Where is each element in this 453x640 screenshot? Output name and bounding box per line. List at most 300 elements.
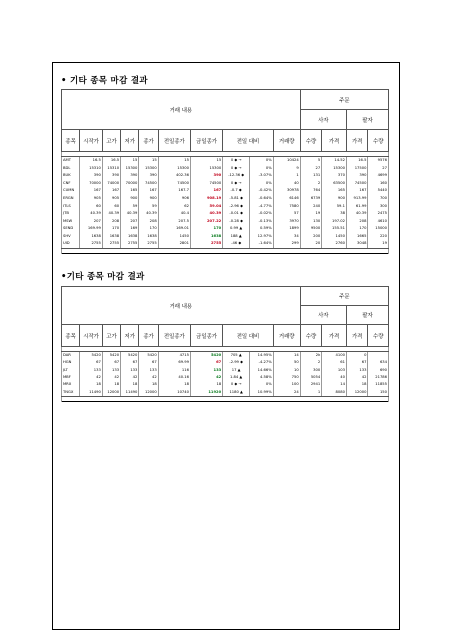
cell-sell-price: 61.99 — [346, 203, 368, 211]
cell-buy-price: 155.51 — [322, 225, 347, 233]
col-high: 고가 — [102, 130, 120, 152]
col-open: 시작가 — [80, 325, 103, 347]
cell-open: 905 — [80, 195, 103, 203]
cell-sell-qty — [368, 352, 389, 360]
table-row — [62, 389, 389, 397]
closing-results-table-1 — [61, 89, 389, 254]
cell-prev-close: 62 — [158, 203, 190, 211]
cell-change-pct: -0.42% — [250, 187, 274, 195]
cell-low: 900 — [121, 195, 139, 203]
cell-change: 0 ◆ → — [223, 382, 250, 389]
cell-prev-close: 906 — [158, 195, 190, 203]
cell-change-pct: 0% — [250, 382, 274, 389]
cell-sell-qty: 220 — [368, 233, 389, 241]
cell-volume: 750 — [273, 374, 300, 381]
cell-buy-qty: 2 — [300, 180, 322, 188]
cell-low: 133 — [121, 367, 139, 374]
cell-change: -46 ◆ — [223, 241, 250, 249]
cell-high: 12000 — [102, 389, 120, 397]
order-header: 주문 — [300, 287, 388, 306]
trade-header: 거래 내용 — [62, 287, 301, 325]
cell-change: -5.81 ◆ — [223, 195, 250, 203]
cell-open: 2755 — [80, 241, 103, 249]
cell-sell-price: 16.5 — [346, 157, 368, 165]
cell-sell-price: 390 — [346, 172, 368, 180]
cell-buy-price: 8080 — [322, 389, 347, 397]
cell-close: 15 — [139, 157, 158, 165]
cell-change-pct: 0.59% — [250, 225, 274, 233]
cell-low: 207 — [121, 218, 139, 226]
cell-prev-close: 4715 — [158, 352, 190, 360]
table-row — [62, 359, 389, 366]
cell-volume: 9 — [273, 165, 300, 173]
col-high: 고가 — [102, 325, 120, 347]
cell-today-close: 67 — [190, 359, 222, 366]
cell-high: 208 — [102, 218, 120, 226]
cell-symbol: JLT — [62, 367, 80, 374]
cell-today-close: 40.39 — [190, 210, 222, 218]
cell-open: 133 — [80, 367, 103, 374]
cell-change: 188 ▲ — [223, 233, 250, 241]
table-row — [62, 180, 389, 188]
col-buy-price: 가격 — [322, 130, 347, 152]
col-symbol: 종목 — [62, 325, 80, 347]
cell-sell-qty: 700 — [368, 195, 389, 203]
cell-buy-qty: 27 — [300, 165, 322, 173]
cell-buy-price: 63500 — [322, 180, 347, 188]
cell-sell-qty: 4610 — [368, 218, 389, 226]
cell-high: 60 — [102, 203, 120, 211]
cell-change-pct: 4.58% — [250, 374, 274, 381]
cell-low: 18 — [121, 382, 139, 389]
cell-close: 74500 — [139, 180, 158, 188]
cell-today-close: 390 — [190, 172, 222, 180]
col-prev-close: 전일종가 — [158, 325, 190, 347]
cell-open: 390 — [80, 172, 103, 180]
cell-buy-price: 900 — [322, 195, 347, 203]
cell-prev-close: 69.99 — [158, 359, 190, 366]
cell-close: 208 — [139, 218, 158, 226]
cell-open: 1638 — [80, 233, 103, 241]
col-change: 전일 대비 — [223, 130, 274, 152]
cell-open: 5420 — [80, 352, 103, 360]
cell-change: 0 ◆ → — [223, 157, 250, 165]
cell-sell-qty: 160 — [368, 180, 389, 188]
cell-buy-price: 61 — [322, 359, 347, 366]
col-buy-qty: 수량 — [300, 325, 322, 347]
col-sell-price: 가격 — [346, 130, 368, 152]
cell-buy-qty: 2k — [300, 352, 322, 360]
cell-buy-price: 2760 — [322, 241, 347, 249]
col-sell-price: 가격 — [346, 325, 368, 347]
cell-buy-qty: 20 — [300, 241, 322, 249]
cell-high: 40.39 — [102, 210, 120, 218]
cell-sell-price: 17500 — [346, 165, 368, 173]
cell-sell-qty: 150 — [368, 389, 389, 397]
table-row — [62, 187, 389, 195]
col-today-close: 금일종가 — [190, 130, 222, 152]
cell-symbol: CUMN — [62, 187, 80, 195]
trade-header: 거래 내용 — [62, 90, 301, 130]
table-row — [62, 210, 389, 218]
cell-open: 15310 — [80, 165, 103, 173]
cell-close: 67 — [139, 359, 158, 366]
cell-change-pct: 0% — [250, 157, 274, 165]
buy-header: 사자 — [300, 110, 346, 130]
cell-prev-close: 40.16 — [158, 374, 190, 381]
cell-buy-qty: 5054 — [300, 374, 322, 381]
cell-sell-price: 67 — [346, 359, 368, 366]
cell-symbol: AMT — [62, 157, 80, 165]
cell-volume: 34 — [273, 233, 300, 241]
col-low: 저가 — [121, 325, 139, 347]
cell-change: 17 ▲ — [223, 367, 250, 374]
cell-high: 167 — [102, 187, 120, 195]
cell-prev-close: 169.01 — [158, 225, 190, 233]
cell-change: 0 ◆ → — [223, 165, 250, 173]
cell-buy-qty: 200 — [300, 233, 322, 241]
table-row — [62, 157, 389, 165]
cell-close: 133 — [139, 367, 158, 374]
cell-volume: 100 — [273, 382, 300, 389]
cell-change-pct: 0% — [250, 165, 274, 173]
cell-sell-qty: 15000 — [368, 225, 389, 233]
cell-low: 70000 — [121, 180, 139, 188]
cell-prev-close: 207.5 — [158, 218, 190, 226]
cell-prev-close: 167.7 — [158, 187, 190, 195]
cell-buy-price: 1450 — [322, 233, 347, 241]
cell-prev-close: 402.36 — [158, 172, 190, 180]
cell-low: 390 — [121, 172, 139, 180]
cell-close: 2755 — [139, 241, 158, 249]
cell-prev-close: 10740 — [158, 389, 190, 397]
cell-today-close: 170 — [190, 225, 222, 233]
cell-change-pct: 14.95% — [250, 352, 274, 360]
cell-sell-qty: 27 — [368, 165, 389, 173]
cell-volume: 1899 — [273, 225, 300, 233]
cell-low: 67 — [121, 359, 139, 366]
col-close: 종가 — [139, 325, 158, 347]
cell-high: 1638 — [102, 233, 120, 241]
cell-close: 1638 — [139, 233, 158, 241]
cell-change: 705 ▲ — [223, 352, 250, 360]
cell-sell-price: 74500 — [346, 180, 368, 188]
cell-close: 900 — [139, 195, 158, 203]
cell-buy-qty: 5 — [300, 157, 322, 165]
cell-open: 11490 — [80, 389, 103, 397]
col-prev-close: 전일종가 — [158, 130, 190, 152]
cell-today-close: 15300 — [190, 165, 222, 173]
cell-low: 40.39 — [121, 210, 139, 218]
cell-buy-qty: 9500 — [300, 225, 322, 233]
cell-volume: 57 — [273, 210, 300, 218]
cell-change: 1.84 ▲ — [223, 374, 250, 381]
col-volume: 거래량 — [273, 130, 300, 152]
cell-high: 18 — [102, 382, 120, 389]
cell-symbol: TNGX — [62, 389, 80, 397]
col-buy-qty: 수량 — [300, 130, 322, 152]
buy-header: 사자 — [300, 306, 346, 325]
cell-close: 15300 — [139, 165, 158, 173]
cell-change: -12.36 ◆ — [223, 172, 250, 180]
cell-sell-price: 167 — [346, 187, 368, 195]
cell-sell-price: 3048 — [346, 241, 368, 249]
cell-high: 74000 — [102, 180, 120, 188]
cell-open: 42 — [80, 374, 103, 381]
cell-high: 15310 — [102, 165, 120, 173]
cell-high: 42 — [102, 374, 120, 381]
order-header: 주문 — [300, 90, 388, 110]
cell-buy-price: 15300 — [322, 165, 347, 173]
cell-buy-price: 38 — [322, 210, 347, 218]
cell-change: 1180 ▲ — [223, 389, 250, 397]
cell-prev-close: 18 — [158, 382, 190, 389]
cell-open: 167 — [80, 187, 103, 195]
cell-sell-qty: 11855 — [368, 382, 389, 389]
col-low: 저가 — [121, 130, 139, 152]
cell-close: 42 — [139, 374, 158, 381]
cell-change: -0.01 ◆ — [223, 210, 250, 218]
cell-buy-price: 14.52 — [322, 157, 347, 165]
cell-low: 42 — [121, 374, 139, 381]
table-row — [62, 172, 389, 180]
cell-volume: 7580 — [273, 203, 300, 211]
cell-today-close: 2755 — [190, 241, 222, 249]
cell-buy-qty: 300 — [300, 367, 322, 374]
cell-change-pct: -4.77% — [250, 203, 274, 211]
cell-change-pct: -0.02% — [250, 210, 274, 218]
cell-change-pct: 14.66% — [250, 367, 274, 374]
col-symbol: 종목 — [62, 130, 80, 152]
cell-close: 12000 — [139, 389, 158, 397]
cell-buy-price: 103 — [322, 367, 347, 374]
cell-open: 169.99 — [80, 225, 103, 233]
col-today-close: 금일종가 — [190, 325, 222, 347]
cell-today-close: 908.19 — [190, 195, 222, 203]
cell-symbol: JTB — [62, 210, 80, 218]
cell-sell-qty: 21786 — [368, 374, 389, 381]
cell-today-close: 5420 — [190, 352, 222, 360]
cell-prev-close: 74500 — [158, 180, 190, 188]
cell-change-pct: -3.07% — [250, 172, 274, 180]
cell-open: 207 — [80, 218, 103, 226]
cell-symbol: ITLS — [62, 203, 80, 211]
cell-today-close: 133 — [190, 367, 222, 374]
cell-symbol: SEND — [62, 225, 80, 233]
cell-volume: 50 — [273, 359, 300, 366]
col-open: 시작가 — [80, 130, 103, 152]
cell-change-pct: -0.64% — [250, 195, 274, 203]
cell-prev-close: 15 — [158, 157, 190, 165]
cell-change: 0 ◆ → — [223, 180, 250, 188]
cell-symbol: BDL — [62, 165, 80, 173]
cell-sell-price: 18 — [346, 382, 368, 389]
cell-prev-close: 2801 — [158, 241, 190, 249]
closing-results-table-2 — [61, 286, 389, 402]
cell-high: 67 — [102, 359, 120, 366]
table-row — [62, 225, 389, 233]
cell-buy-price: 165 — [322, 187, 347, 195]
cell-low: 15 — [121, 157, 139, 165]
cell-symbol: CNF — [62, 180, 80, 188]
cell-change-pct: 12.97% — [250, 233, 274, 241]
col-change: 전일 대비 — [223, 325, 274, 347]
cell-volume: 299 — [273, 241, 300, 249]
section-title-2: •기타 종목 마감 결과 — [61, 272, 145, 282]
cell-sell-price: 1665 — [346, 233, 368, 241]
cell-change-pct: -0.13% — [250, 218, 274, 226]
cell-buy-qty: 764 — [300, 187, 322, 195]
cell-volume: 3970 — [273, 218, 300, 226]
cell-symbol: ERGN — [62, 195, 80, 203]
table-row — [62, 374, 389, 381]
cell-symbol: HGN — [62, 359, 80, 366]
cell-change-pct: 10.99% — [250, 389, 274, 397]
cell-change: -2.96 ◆ — [223, 203, 250, 211]
cell-sell-qty: 4699 — [368, 172, 389, 180]
table-row — [62, 203, 389, 211]
cell-sell-price: 12000 — [346, 389, 368, 397]
cell-buy-qty: 1 — [300, 389, 322, 397]
cell-high: 133 — [102, 367, 120, 374]
cell-sell-price: 133 — [346, 367, 368, 374]
cell-volume: 10 — [273, 367, 300, 374]
cell-buy-qty: 2941 — [300, 382, 322, 389]
cell-buy-qty: 6739 — [300, 195, 322, 203]
cell-high: 170 — [102, 225, 120, 233]
cell-open: 67 — [80, 359, 103, 366]
cell-low: 11490 — [121, 389, 139, 397]
cell-sell-qty: 2475 — [368, 210, 389, 218]
col-volume: 거래량 — [273, 325, 300, 347]
cell-change-pct: -4.27% — [250, 359, 274, 366]
cell-volume: 14 — [273, 352, 300, 360]
cell-sell-price: 40.39 — [346, 210, 368, 218]
cell-close: 167 — [139, 187, 158, 195]
cell-high: 5420 — [102, 352, 120, 360]
cell-open: 18 — [80, 382, 103, 389]
cell-sell-price: 170 — [346, 225, 368, 233]
table-row — [62, 218, 389, 226]
cell-buy-price: 14 — [322, 382, 347, 389]
cell-change: 0.99 ▲ — [223, 225, 250, 233]
cell-volume: 24 — [273, 389, 300, 397]
cell-buy-price: 40 — [322, 374, 347, 381]
cell-sell-qty: 634 — [368, 359, 389, 366]
cell-today-close: 59.04 — [190, 203, 222, 211]
cell-close: 18 — [139, 382, 158, 389]
cell-today-close: 18 — [190, 382, 222, 389]
cell-volume: 1 — [273, 172, 300, 180]
cell-open: 40.39 — [80, 210, 103, 218]
col-sell-qty: 수량 — [368, 325, 389, 347]
col-buy-price: 가격 — [322, 325, 347, 347]
cell-high: 2755 — [102, 241, 120, 249]
cell-sell-qty: 300 — [368, 203, 389, 211]
cell-buy-price: 197.02 — [322, 218, 347, 226]
cell-buy-qty: 130 — [300, 218, 322, 226]
cell-close: 170 — [139, 225, 158, 233]
cell-low: 15300 — [121, 165, 139, 173]
cell-sell-price: 42 — [346, 374, 368, 381]
table-row — [62, 352, 389, 360]
table-row — [62, 165, 389, 173]
table-row — [62, 382, 389, 389]
cell-sell-price: 208 — [346, 218, 368, 226]
cell-open: 70000 — [80, 180, 103, 188]
col-sell-qty: 수량 — [368, 130, 389, 152]
table-row — [62, 241, 389, 249]
cell-symbol: DAR — [62, 352, 80, 360]
cell-close: 59 — [139, 203, 158, 211]
cell-sell-qty: 19 — [368, 241, 389, 249]
table-row — [62, 195, 389, 203]
cell-close: 40.39 — [139, 210, 158, 218]
cell-buy-qty: 131 — [300, 172, 322, 180]
cell-low: 1638 — [121, 233, 139, 241]
cell-close: 5420 — [139, 352, 158, 360]
table-row — [62, 367, 389, 374]
cell-buy-qty: 240 — [300, 203, 322, 211]
cell-symbol: MSW — [62, 218, 80, 226]
cell-change: -0.28 ◆ — [223, 218, 250, 226]
sell-header: 팔자 — [346, 306, 388, 325]
cell-change-pct: -1.64% — [250, 241, 274, 249]
cell-today-close: 1638 — [190, 233, 222, 241]
cell-sell-price: 913.99 — [346, 195, 368, 203]
cell-sell-qty: 9576 — [368, 157, 389, 165]
cell-low: 59 — [121, 203, 139, 211]
cell-symbol: UID — [62, 241, 80, 249]
cell-change: -0.7 ◆ — [223, 187, 250, 195]
cell-low: 2755 — [121, 241, 139, 249]
section-title-1: • 기타 종목 마감 결과 — [61, 76, 148, 86]
cell-volume: 30978 — [273, 187, 300, 195]
cell-sell-price: 0 — [346, 352, 368, 360]
cell-buy-qty: 19 — [300, 210, 322, 218]
cell-symbol: MRX — [62, 382, 80, 389]
cell-buy-price: 59.1 — [322, 203, 347, 211]
cell-symbol: SHV — [62, 233, 80, 241]
cell-change: -2.99 ◆ — [223, 359, 250, 366]
cell-change-pct: 0% — [250, 180, 274, 188]
cell-today-close: 15 — [190, 157, 222, 165]
cell-prev-close: 1450 — [158, 233, 190, 241]
cell-high: 390 — [102, 172, 120, 180]
cell-symbol: BUK — [62, 172, 80, 180]
col-close: 종가 — [139, 130, 158, 152]
cell-today-close: 11920 — [190, 389, 222, 397]
cell-low: 5420 — [121, 352, 139, 360]
cell-volume: 6146 — [273, 195, 300, 203]
cell-today-close: 167 — [190, 187, 222, 195]
cell-today-close: 74500 — [190, 180, 222, 188]
cell-symbol: MBF — [62, 374, 80, 381]
sell-header: 팔자 — [346, 110, 388, 130]
cell-prev-close: 116 — [158, 367, 190, 374]
cell-sell-qty: 5440 — [368, 187, 389, 195]
cell-high: 16.5 — [102, 157, 120, 165]
table-row — [62, 233, 389, 241]
cell-open: 16.5 — [80, 157, 103, 165]
cell-buy-qty: 2 — [300, 359, 322, 366]
cell-volume: 40 — [273, 180, 300, 188]
cell-volume: 10424 — [273, 157, 300, 165]
cell-today-close: 42 — [190, 374, 222, 381]
cell-today-close: 207.22 — [190, 218, 222, 226]
cell-buy-price: 4100 — [322, 352, 347, 360]
cell-low: 165 — [121, 187, 139, 195]
